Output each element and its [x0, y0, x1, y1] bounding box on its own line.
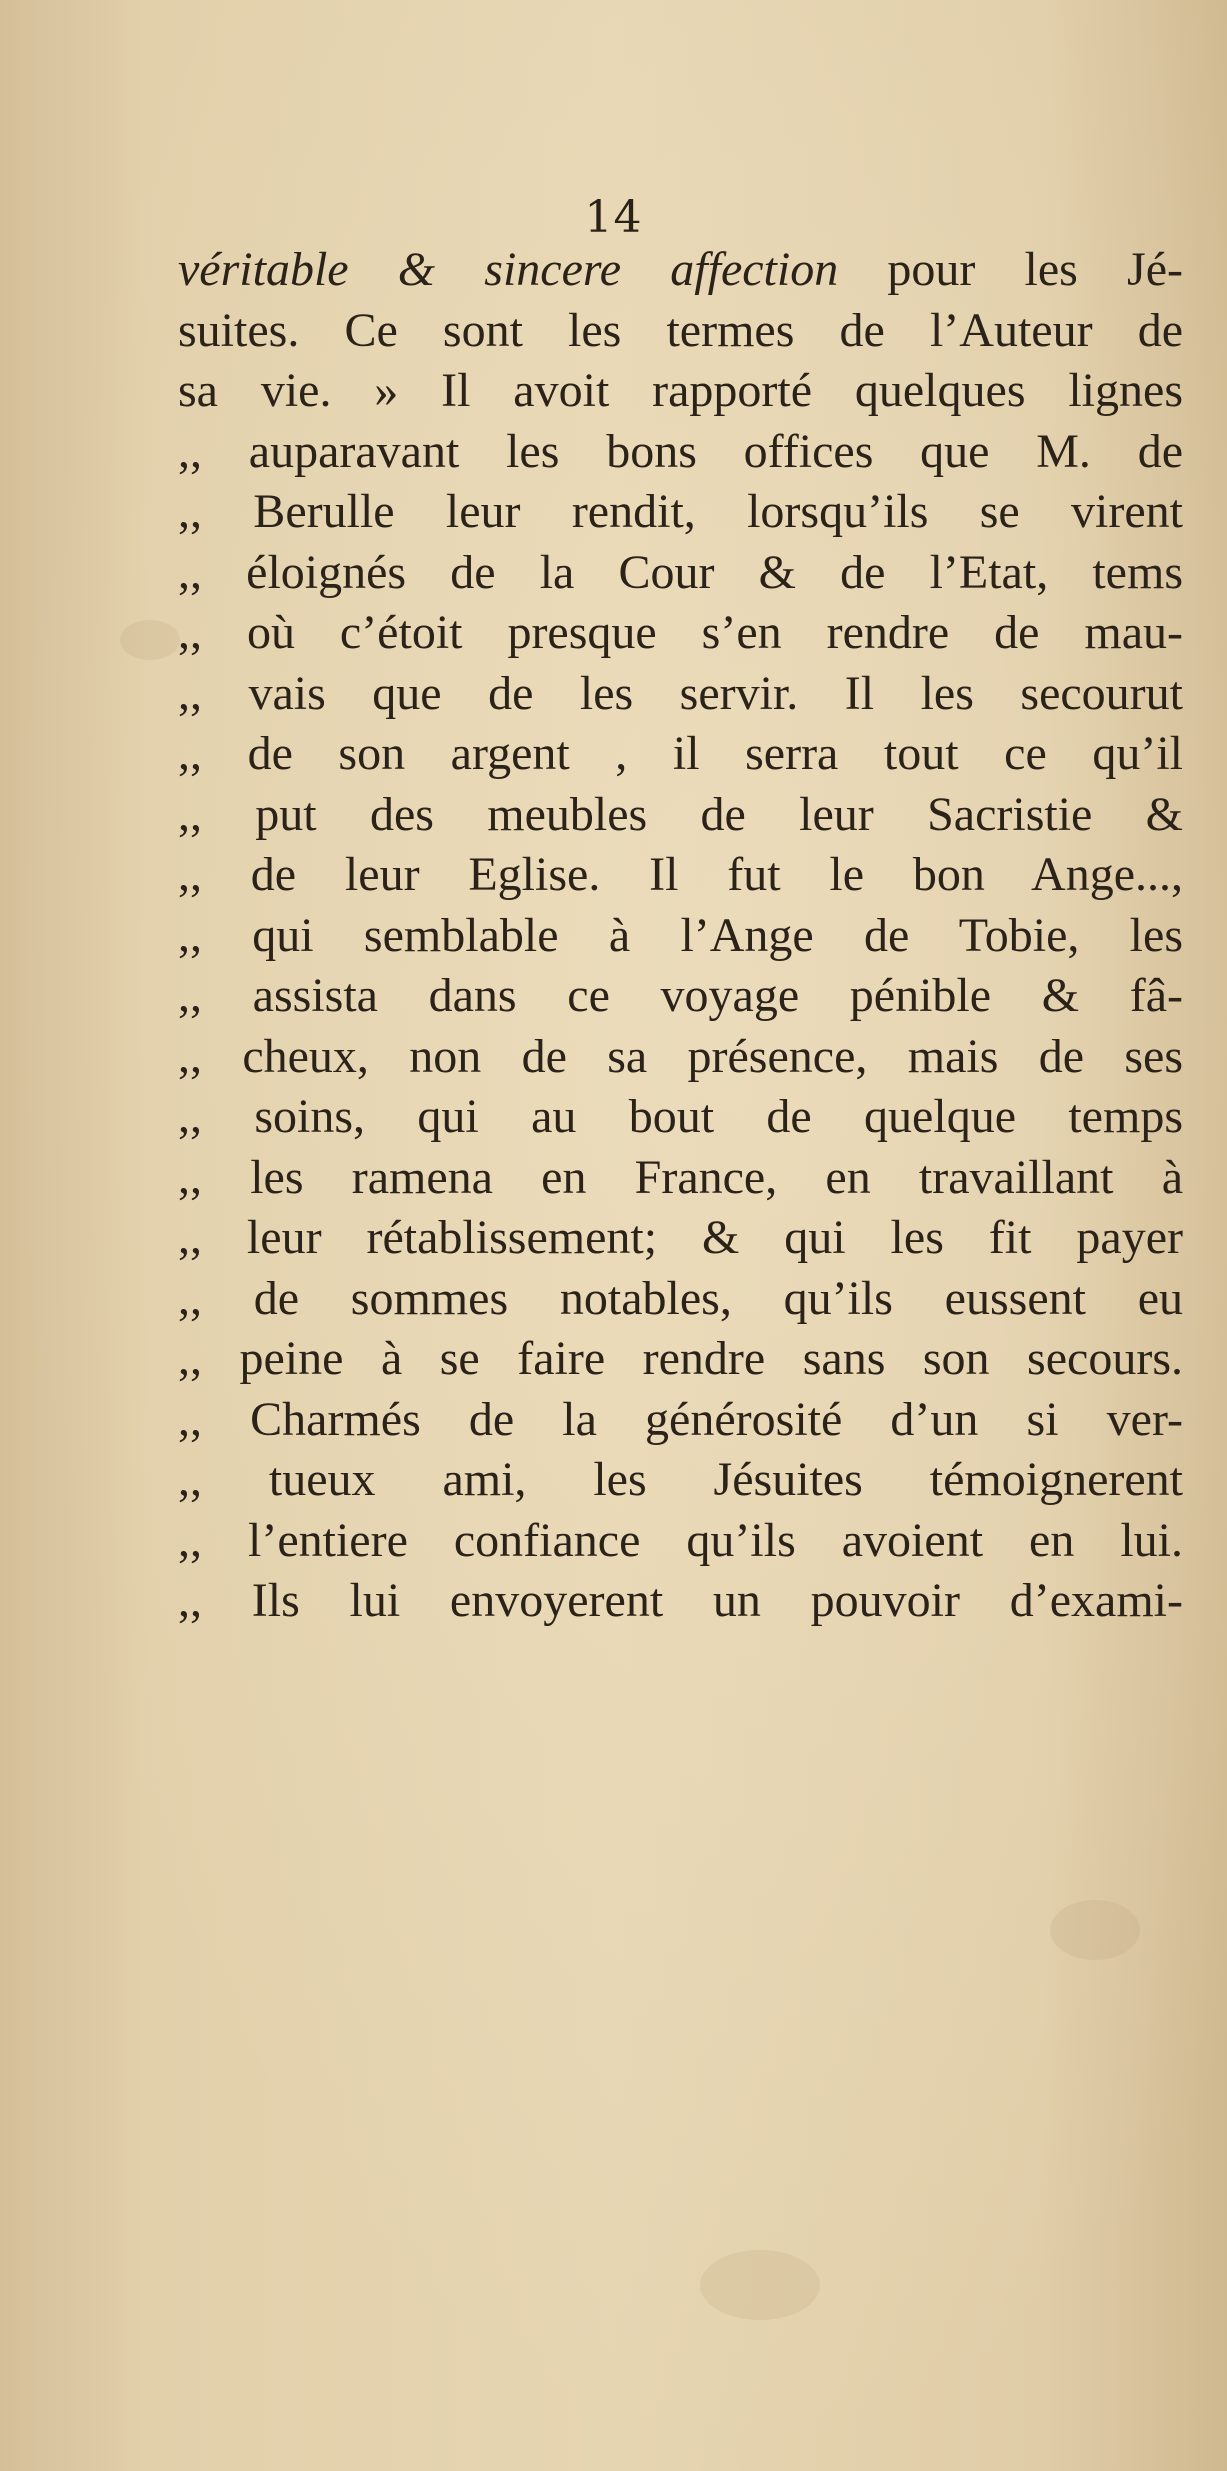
text-line: ,, l’entiere confiance qu’ils avoient en lui.	[178, 1513, 1183, 1567]
text-line: ,, soins, qui au bout de quelque temps	[178, 1090, 1183, 1143]
text-line: ,, Charmés de la générosité d’un si ver-	[178, 1392, 1183, 1446]
page-number: 14	[584, 192, 643, 243]
text-line-rest: pour les Jé-	[838, 243, 1183, 296]
text-line: suites. Ce sont les termes de l’Auteur de	[178, 303, 1183, 357]
text-line: sa vie. » Il avoit rapporté quelques lignes	[178, 364, 1183, 417]
paper-stain	[120, 620, 180, 660]
text-line: ,, de son argent , il serra tout ce qu’il	[178, 727, 1183, 780]
italic-phrase: véritable & sincere affection	[178, 243, 839, 296]
paper-stain	[700, 2250, 820, 2320]
text-line: ,, auparavant les bons offices que M. de	[178, 424, 1183, 478]
body-text	[178, 240, 1183, 1632]
text-line: ,, leur rétablissement; & qui les fit payer	[178, 1211, 1183, 1264]
text-line: ,, Berulle leur rendit, lorsqu’ils se virent	[178, 485, 1183, 538]
text-line: ,, cheux, non de sa présence, mais de ses	[178, 1029, 1183, 1083]
text-line: ,, de leur Eglise. Il fut le bon Ange...,	[178, 848, 1183, 901]
text-line: ,, où c’étoit presque s’en rendre de mau-	[178, 606, 1183, 659]
text-line	[178, 240, 1183, 301]
text-line: ,, assista dans ce voyage pénible & fâ-	[178, 969, 1183, 1022]
text-line: ,, de sommes notables, qu’ils eussent eu	[178, 1271, 1183, 1325]
text-line: ,, tueux ami, les Jésuites témoignerent	[178, 1453, 1183, 1506]
text-line: ,, put des meubles de leur Sacristie &	[178, 787, 1183, 841]
text-line: ,, éloignés de la Cour & de l’Etat, tems	[178, 545, 1183, 599]
text-line: ,, les ramena en France, en travaillant à	[178, 1150, 1183, 1204]
paper-stain	[1050, 1900, 1140, 1960]
text-line: ,, Ils lui envoyerent un pouvoir d’exami-	[178, 1574, 1183, 1627]
text-line: ,, peine à se faire rendre sans son secours.	[178, 1332, 1183, 1385]
text-line: ,, vais que de les servir. Il les secourut	[178, 666, 1183, 720]
text-line: ,, qui semblable à l’Ange de Tobie, les	[178, 908, 1183, 962]
